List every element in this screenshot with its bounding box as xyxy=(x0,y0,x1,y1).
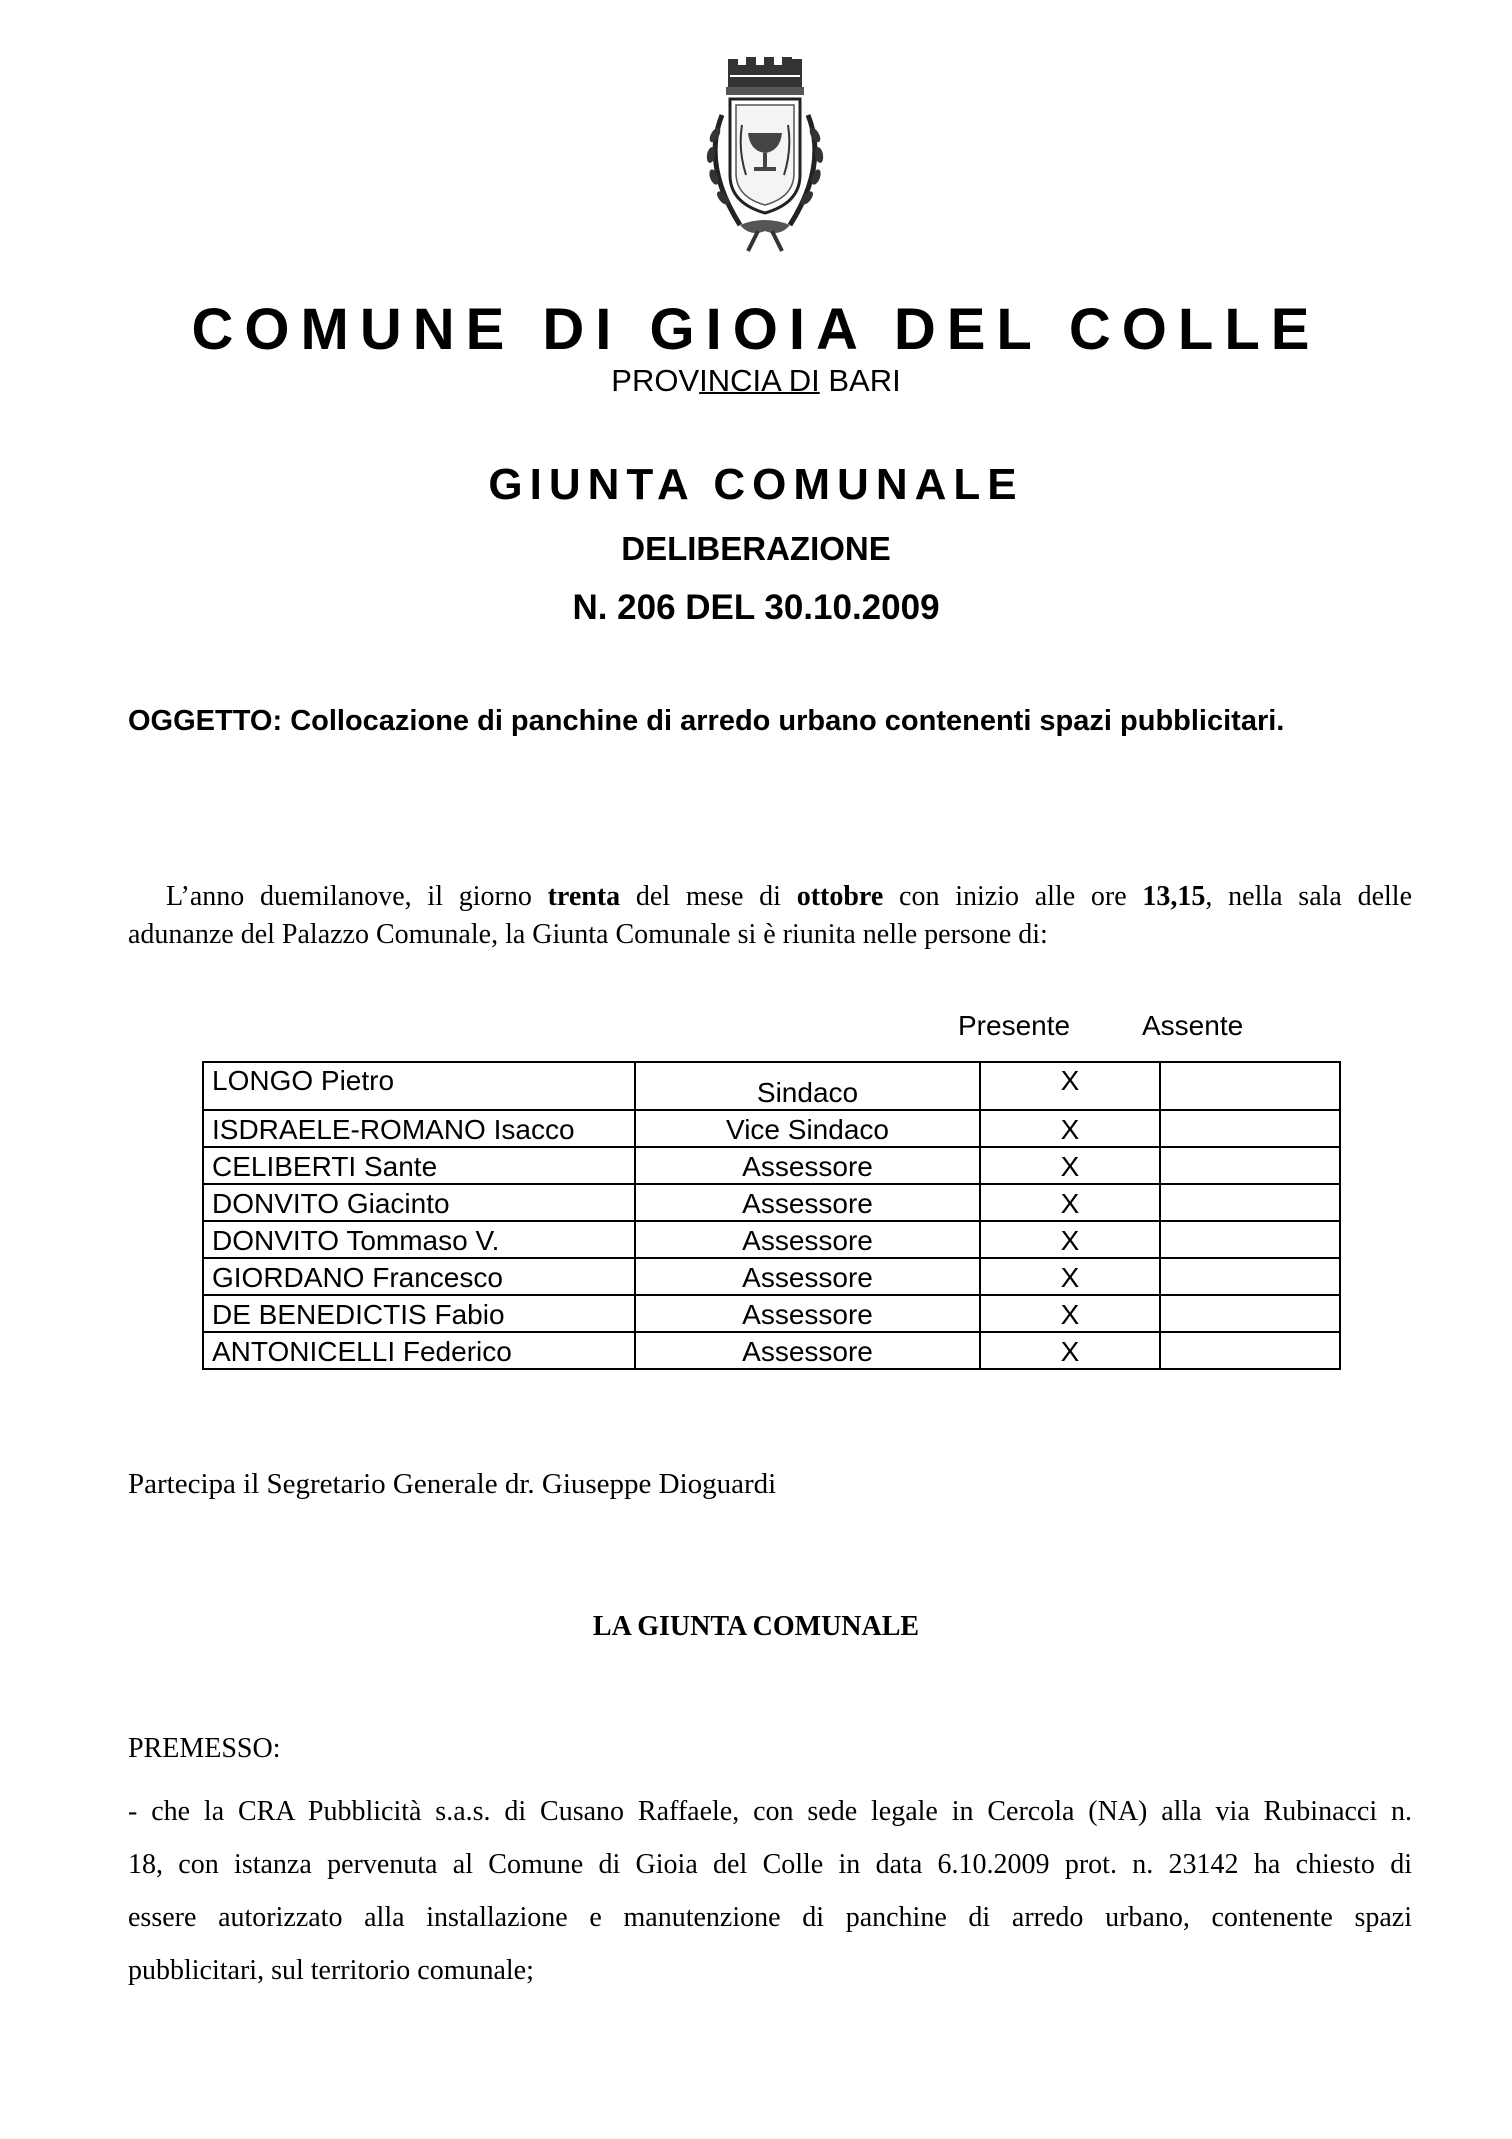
member-role: Assessore xyxy=(635,1184,980,1221)
document-type: DELIBERAZIONE xyxy=(621,530,891,567)
assente-mark xyxy=(1160,1295,1340,1332)
table-row xyxy=(203,1258,1340,1295)
intro-text-2: del mese di xyxy=(620,881,797,912)
intro-text-4: , nella sala delle xyxy=(1205,881,1413,912)
premesso-heading: PREMESSO: xyxy=(128,1733,281,1764)
table-row xyxy=(203,1147,1340,1184)
member-role: Assessore xyxy=(635,1221,980,1258)
presente-mark: X xyxy=(980,1147,1160,1184)
province-underlined: INCIA DI xyxy=(699,363,820,398)
section-title: LA GIUNTA COMUNALE xyxy=(592,1611,920,1642)
paragraph-line: - che la CRA Pubblicità s.a.s. di Cusano Raffaele, con sede legale in Cercola (NA) alla via Rubinacci n. xyxy=(128,1796,1412,1827)
member-name: ANTONICELLI Federico xyxy=(203,1332,635,1369)
province-subtitle xyxy=(0,363,1512,399)
member-name: DONVITO Giacinto xyxy=(203,1184,635,1221)
member-name: GIORDANO Francesco xyxy=(203,1258,635,1295)
member-role: Assessore xyxy=(635,1258,980,1295)
attendance-table-body xyxy=(203,1062,1340,1369)
member-name: DE BENEDICTIS Fabio xyxy=(203,1295,635,1332)
member-role: Assessore xyxy=(635,1295,980,1332)
assente-mark xyxy=(1160,1221,1340,1258)
member-name: DONVITO Tommaso V. xyxy=(203,1221,635,1258)
column-header-presente: Presente xyxy=(958,1010,1071,1041)
table-row xyxy=(203,1062,1340,1110)
intro-paragraph xyxy=(128,878,1412,954)
paragraph-line: 18, con istanza pervenuta al Comune di Gioia del Colle in data 6.10.2009 prot. n. 23142 ha chiesto di xyxy=(128,1849,1412,1880)
assente-mark xyxy=(1160,1147,1340,1184)
intro-line-2: adunanze del Palazzo Comunale, la Giunta Comunale si è riunita nelle persone di: xyxy=(128,919,1048,950)
presente-mark: X xyxy=(980,1110,1160,1147)
assente-mark xyxy=(1160,1332,1340,1369)
secretary-line: Partecipa il Segretario Generale dr. Giuseppe Dioguardi xyxy=(128,1468,777,1500)
member-role: Assessore xyxy=(635,1147,980,1184)
presente-mark: X xyxy=(980,1184,1160,1221)
table-row xyxy=(203,1332,1340,1369)
premesso-paragraph xyxy=(128,1785,1412,1997)
paragraph-line: pubblicitari, sul territorio comunale; xyxy=(128,1955,534,1986)
assente-mark xyxy=(1160,1062,1340,1110)
member-name: CELIBERTI Sante xyxy=(203,1147,635,1184)
intro-time: 13,15 xyxy=(1142,881,1206,912)
member-role: Vice Sindaco xyxy=(635,1110,980,1147)
deliberation-number: N. 206 DEL 30.10.2009 xyxy=(572,588,940,627)
presente-mark: X xyxy=(980,1295,1160,1332)
province-pre: PROV xyxy=(611,363,700,398)
giunta-heading: GIUNTA COMUNALE xyxy=(488,460,1024,509)
presente-mark: X xyxy=(980,1258,1160,1295)
member-name: ISDRAELE-ROMANO Isacco xyxy=(203,1110,635,1147)
municipality-title: COMUNE DI GIOIA DEL COLLE xyxy=(191,297,1321,362)
presente-mark: X xyxy=(980,1221,1160,1258)
presente-mark: X xyxy=(980,1062,1160,1110)
paragraph-line: essere autorizzato alla installazione e manutenzione di panchine di arredo urbano, contenente spazi xyxy=(128,1902,1412,1933)
assente-mark xyxy=(1160,1184,1340,1221)
member-name: LONGO Pietro xyxy=(203,1062,635,1110)
presente-mark: X xyxy=(980,1332,1160,1369)
assente-mark xyxy=(1160,1110,1340,1147)
intro-text-1: L’anno duemilanove, il giorno xyxy=(166,881,548,912)
table-row xyxy=(203,1184,1340,1221)
attendance-table xyxy=(202,1061,1341,1370)
municipal-crest-icon xyxy=(690,55,840,255)
intro-line-1 xyxy=(128,878,1412,916)
member-role: Sindaco xyxy=(635,1062,980,1110)
intro-text-3: con inizio alle ore xyxy=(883,881,1143,912)
assente-mark xyxy=(1160,1258,1340,1295)
table-row xyxy=(203,1295,1340,1332)
intro-month: ottobre xyxy=(796,881,884,912)
column-header-assente: Assente xyxy=(1142,1010,1244,1041)
subject-line: OGGETTO: Collocazione di panchine di arredo urbano contenenti spazi pubblicitari. xyxy=(128,705,1285,737)
intro-day: trenta xyxy=(547,881,621,912)
province-post: BARI xyxy=(819,363,901,398)
member-role: Assessore xyxy=(635,1332,980,1369)
table-row xyxy=(203,1110,1340,1147)
table-row xyxy=(203,1221,1340,1258)
